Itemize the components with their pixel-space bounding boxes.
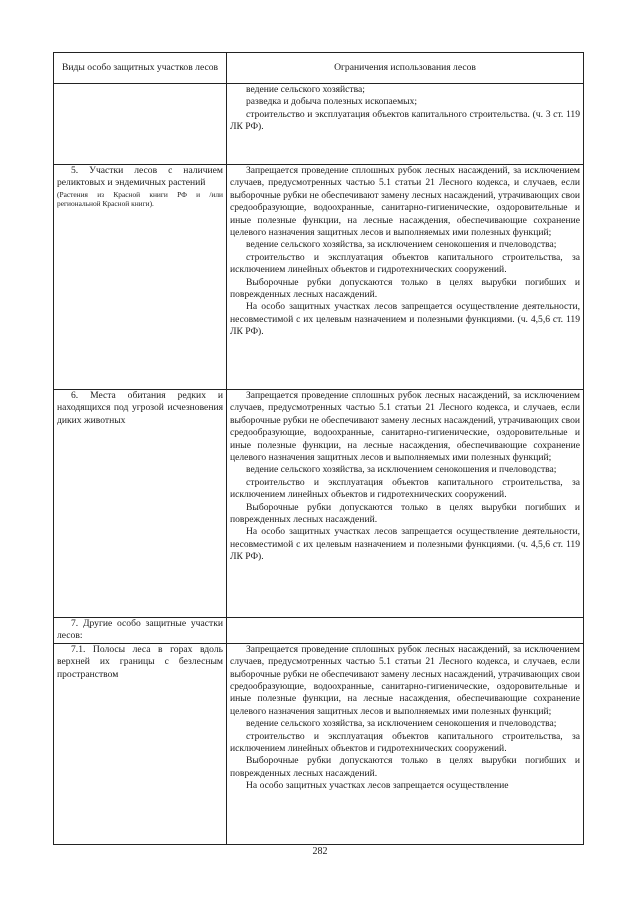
restrictions-table: [53, 52, 584, 845]
restriction-paragraph: Запрещается проведение сплошных рубок лесных насаждений, за исключением случаев, предусмотренных частью 5.1 статьи 21 Лесного кодекса, и случаев, если выборочные рубки не обеспечивают замену лесных насаждений, утрачивающих свои средообразующие, водоохранные, санитарно-гигиенические, оздоровительные и иные полезные функции, на лесные насаждения, обеспечивающие сохранение целевого назначения защитных лесов и выполняемых ими полезных функций;: [230, 390, 580, 464]
row6-name: 6. Места обитания редких и находящихся под угрозой исчезновения диких животных: [57, 390, 223, 426]
page-number: 282: [312, 846, 328, 857]
restriction-paragraph: На особо защитных участках лесов запрещается осуществление деятельности, несовместимой с их целевым назначением и полезными функциями. (ч. 4,5,6 ст. 119 ЛК РФ).: [230, 301, 580, 338]
restriction-paragraph: Запрещается проведение сплошных рубок лесных насаждений, за исключением случаев, предусмотренных частью 5.1 статьи 21 Лесного кодекса, и случаев, если выборочные рубки не обеспечивают замену лесных насаждений, утрачивающих свои средообразующие, водоохранные, санитарно-гигиенические, оздоровительные и иные полезные функции, на лесные насаждения, обеспечивающие сохранение целевого назначения защитных лесов и выполняемых ими полезных функций;: [230, 165, 580, 239]
document-page: [53, 52, 583, 845]
row5-restrictions-cell: [227, 165, 584, 390]
header-col-restrictions-text: Ограничения использования лесов: [334, 61, 476, 73]
restriction-paragraph: На особо защитных участках лесов запрещается осуществление деятельности, несовместимой с их целевым назначением и полезными функциями. (ч. 4,5,6 ст. 119 ЛК РФ).: [230, 526, 580, 563]
restriction-paragraph: строительство и эксплуатация объектов капитального строительства. (ч. 3 ст. 119 ЛК РФ).: [230, 108, 580, 133]
restriction-paragraph: На особо защитных участках лесов запрещается осуществление: [246, 780, 509, 792]
table-row: [54, 618, 584, 644]
table-row: [54, 643, 584, 844]
row71-restrictions-cell: [227, 643, 584, 844]
header-col-types: [54, 53, 227, 84]
row5-note: (Растения из Красной книги РФ и /или региональной Красной книги).: [57, 189, 223, 209]
row-continuation-restrictions-cell: [227, 84, 584, 165]
restriction-paragraph: ведение сельского хозяйства, за исключением сенокошения и пчеловодства;: [246, 239, 557, 251]
row6-restrictions-cell: [227, 390, 584, 618]
row5-name-cell: [54, 165, 227, 390]
row5-name: 5. Участки лесов с наличием реликтовых и эндемичных растений: [57, 165, 223, 189]
restriction-paragraph: строительство и эксплуатация объектов капитального строительства, за исключением линейных объектов и гидротехнических сооружений.: [230, 476, 580, 501]
row-continuation-name-cell: [54, 84, 227, 165]
restriction-paragraph: Запрещается проведение сплошных рубок лесных насаждений, за исключением случаев, предусмотренных частью 5.1 статьи 21 Лесного кодекса, и случаев, если выборочные рубки не обеспечивают замену лесных насаждений, утрачивающих свои средообразующие, водоохранные, санитарно-гигиенические, оздоровительные и иные полезные функции, на лесные насаждения, обеспечивающие сохранение целевого назначения защитных лесов и выполняемых ими полезных функций;: [230, 643, 580, 717]
restriction-paragraph: Выборочные рубки допускаются только в целях вырубки погибших и поврежденных лесных насаждений.: [230, 276, 580, 301]
row7-restrictions-cell: [227, 618, 584, 644]
table-header-row: [54, 53, 584, 84]
header-col-restrictions: [227, 53, 584, 84]
restriction-paragraph: Выборочные рубки допускаются только в целях вырубки погибших и поврежденных лесных насаждений.: [230, 501, 580, 526]
header-col-types-text: Виды особо защитных участков лесов: [61, 61, 219, 73]
restriction-paragraph: Выборочные рубки допускаются только в целях вырубки погибших и поврежденных лесных насаждений.: [230, 755, 580, 779]
table-row: [54, 84, 584, 165]
restriction-paragraph: ведение сельского хозяйства, за исключением сенокошения и пчеловодства;: [246, 718, 557, 730]
restriction-paragraph: строительство и эксплуатация объектов капитального строительства, за исключением линейных объектов и гидротехнических сооружений.: [230, 251, 580, 276]
table-row: [54, 165, 584, 390]
table-row: [54, 390, 584, 618]
restriction-paragraph: ведение сельского хозяйства;: [246, 84, 365, 95]
restriction-paragraph: строительство и эксплуатация объектов капитального строительства, за исключением линейных объектов и гидротехнических сооружений.: [230, 730, 580, 755]
row7-name-cell: [54, 618, 227, 644]
row7-name: 7. Другие особо защитные участки лесов:: [57, 618, 223, 642]
row6-name-cell: [54, 390, 227, 618]
restriction-paragraph: ведение сельского хозяйства, за исключением сенокошения и пчеловодства;: [246, 464, 557, 476]
row71-name-cell: [54, 643, 227, 844]
restriction-paragraph: разведка и добыча полезных ископаемых;: [246, 96, 418, 108]
row71-name: 7.1. Полосы леса в горах вдоль верхней их границы с безлесным пространством: [57, 643, 223, 680]
